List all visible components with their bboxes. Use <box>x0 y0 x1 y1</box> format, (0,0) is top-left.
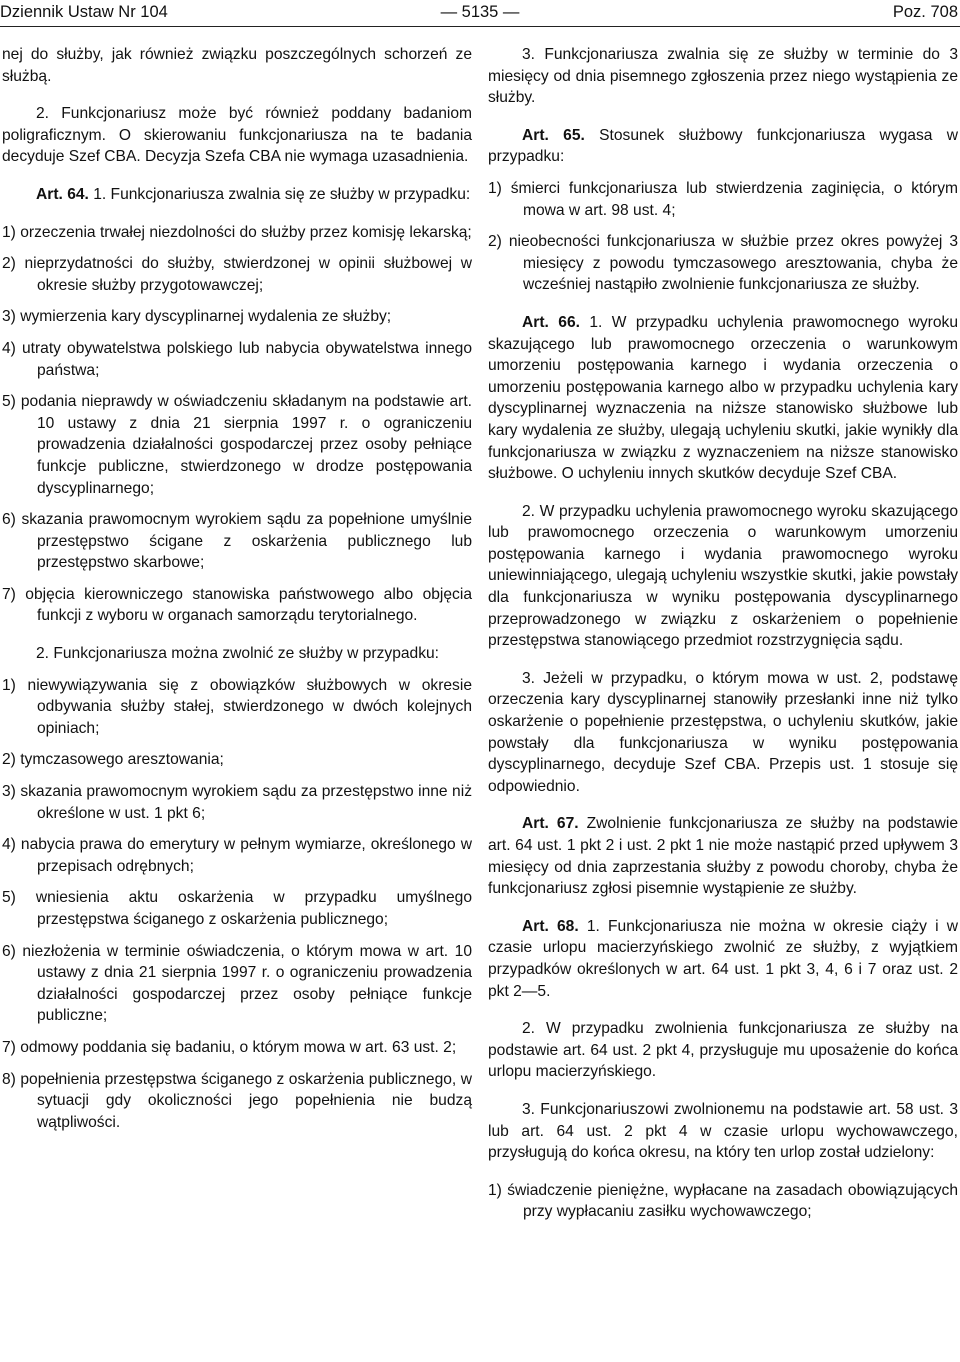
paragraph: 2. Funkcjonariusza można zwolnić ze służby w przypadku: <box>36 645 440 663</box>
left-column <box>2 44 472 1143</box>
list-item: 1) śmierci funkcjonariusza lub stwierdzenia zaginięcia, o którym mowa w art. 98 ust. 4; <box>488 179 958 219</box>
page-number: — 5135 — <box>440 3 520 21</box>
paragraph: 3. Funkcjonariusza zwalnia się ze służby w terminie do 3 miesięcy od dnia pisemnego zgłoszenia przez niego wystąpienia ze służby. <box>488 46 958 107</box>
list-item: 2) tymczasowego aresztowania; <box>2 751 224 769</box>
list-item: 1) niewywiązywania się z obowiązków służbowych w okresie odbywania służby stałej, stwierdzonego w dwóch kolejnych opiniach; <box>2 676 472 737</box>
article-label: Art. 66. <box>522 313 580 331</box>
list-item: 7) objęcia kierowniczego stanowiska państwowego albo objęcia funkcji z wyboru w organach samorządu terytorialnego. <box>2 585 472 625</box>
list-item: 5) podania nieprawdy w oświadczeniu składanym na podstawie art. 10 ustawy z dnia 21 sierpnia 1997 r. o ograniczeniu prowadzenia działalności gospodarczej przez osoby pełniące funkcje publiczne, stwierdzonego w drodze postępowania dyscyplinarnego; <box>2 393 472 497</box>
list-item: 6) skazania prawomocnym wyrokiem sądu za popełnione umyślnie przestępstwo ścigane z oskarżenia publicznego lub przestępstwo skarbowe; <box>2 511 472 572</box>
list-item: 4) nabycia prawa do emerytury w pełnym wymiarze, określonego w przepisach odrębnych; <box>2 836 472 875</box>
journal-title: Dziennik Ustaw Nr 104 <box>0 3 168 21</box>
paragraph: 3. Jeżeli w przypadku, o którym mowa w ust. 2, podstawę orzeczenia kary dyscyplinarnej stanowiły przesłanki inne niż tylko oskarżenie o popełnienie przestępstwa, o uchyleniu skutków, jakie powstały dla funkcjonariusza w wyniku postępowania dyscyplinarnego, decyduje Szef CBA. Przepis ust. 1 stosuje się odpowiednio. <box>488 669 958 795</box>
article-label: Art. 67. <box>522 815 579 833</box>
list-item: 1) świadczenie pieniężne, wypłacane na zasadach obowiązujących przy wypłacaniu zasiłku wychowawczego; <box>488 1181 958 1221</box>
list-item: 3) wymierzenia kary dyscyplinarnej wydalenia ze służby; <box>2 308 392 326</box>
article-text: Stosunek służbowy funkcjonariusza wygasa w przypadku: <box>488 126 958 166</box>
list-item: 7) odmowy poddania się badaniu, o którym mowa w art. 63 ust. 2; <box>2 1038 457 1056</box>
paragraph: nej do służby, jak również związku poszczególnych schorzeń ze służbą. <box>2 46 472 85</box>
list-item: 3) skazania prawomocnym wyrokiem sądu za przestępstwo inne niż określone w ust. 1 pkt 6; <box>2 783 472 822</box>
list-item: 4) utraty obywatelstwa polskiego lub nabycia obywatelstwa innego państwa; <box>2 339 472 379</box>
article-66 <box>488 312 958 485</box>
article-label: Art. 65. <box>522 126 585 144</box>
article-label: Art. 64. <box>36 185 89 203</box>
paragraph: 2. W przypadku zwolnienia funkcjonariusza ze służby na podstawie art. 64 ust. 2 pkt 4, przysługuje mu uposażenie do końca urlopu macierzyńskiego. <box>488 1020 958 1081</box>
paragraph: 2. W przypadku uchylenia prawomocnego wyroku skazującego lub prawomocnego orzeczenia o warunkowym umorzeniu postępowania karnego i wydania prawomocnego wyroku uniewinniającego, ulegają uchyleniu wszystkie skutki, jakie powstały dla funkcjonariusza w wyniku postępowania dyscyplinarnego przeprowadzonego w związku z oskarżeniem o popełnienie przestępstwa stanowiącego przedmiot rozstrzygnięcia sądu. <box>488 502 958 650</box>
article-64 <box>2 184 472 206</box>
article-67 <box>488 813 958 899</box>
list-item: 5) wniesienia aktu oskarżenia w przypadku umyślnego przestępstwa ściganego z oskarżenia publicznego; <box>2 889 472 928</box>
paragraph: 2. Funkcjonariusz może być również poddany badaniom poligraficznym. O skierowaniu funkcjonariusza na te badania decyduje Szef CBA. Decyzja Szefa CBA nie wymaga uzasadnienia. <box>2 105 472 166</box>
list-item: 1) orzeczenia trwałej niezdolności do służby przez komisję lekarską; <box>2 223 472 241</box>
paragraph: 3. Funkcjonariuszowi zwolnionemu na podstawie art. 58 ust. 3 lub art. 64 ust. 2 pkt 4 w czasie urlopu wychowawczego, przysługują do końca okresu, na który ten urlop został udzielony: <box>488 1100 958 1162</box>
article-text: 1. Funkcjonariusza nie można w okresie ciąży i w czasie urlopu macierzyńskiego zwolnić ze służby, z wyjątkiem przypadków określonych w art. 64 ust. 1 pkt 3, 4, 6 i 7 oraz ust. 2 pkt 2—5. <box>488 917 958 1000</box>
article-text: 1. W przypadku uchylenia prawomocnego wyroku skazującego lub prawomocnego orzeczenia o warunkowym umorzeniu postępowania karnego i wydania orzeczenia o umorzeniu postępowania karnego albo w przypadku uchylenia kary dyscyplinarnej wyznaczenia na niższe stanowisko służbowe lub kary wydalenia ze służby, ulegają uchyleniu skutki, jakie wynikły dla funkcjonariusza w związku z wyznaczeniem na niższe stanowisko służbowe. O uchyleniu innych skutków decyduje Szef CBA. <box>488 313 958 483</box>
article-text: 1. Funkcjonariusza zwalnia się ze służby w przypadku: <box>88 185 471 203</box>
article-label: Art. 68. <box>522 917 579 935</box>
list-item: 6) niezłożenia w terminie oświadczenia, o którym mowa w art. 10 ustawy z dnia 21 sierpnia 1997 r. o ograniczeniu prowadzenia działalności gospodarczej przez osoby pełniące funkcje publiczne; <box>2 942 472 1025</box>
page-header <box>0 0 960 28</box>
list-item: 2) nieobecności funkcjonariusza w służbie przez okres powyżej 3 miesięcy z powodu tymczasowego aresztowania, chyba że wcześniej nastąpiło zwolnienie funkcjonariusza ze służby. <box>488 233 958 294</box>
article-68 <box>488 916 958 1002</box>
article-65 <box>488 125 958 168</box>
list-item: 8) popełnienia przestępstwa ściganego z oskarżenia publicznego, w sytuacji gdy okoliczności jego popełnienia nie budzą wątpliwości. <box>2 1070 472 1131</box>
right-column <box>488 44 958 1233</box>
header-rule <box>0 26 960 27</box>
article-text: Zwolnienie funkcjonariusza ze służby na podstawie art. 64 ust. 1 pkt 2 i ust. 2 pkt 1 nie może nastąpić przed upływem 3 miesięcy od dnia zaprzestania służby z powodu choroby, chyba że funkcjonariusz zgłosi pisemnie wystąpienie ze służby. <box>488 815 958 898</box>
position-number: Poz. 708 <box>892 3 958 21</box>
list-item: 2) nieprzydatności do służby, stwierdzonej w opinii służbowej w okresie służby przygotowawczej; <box>2 255 472 294</box>
